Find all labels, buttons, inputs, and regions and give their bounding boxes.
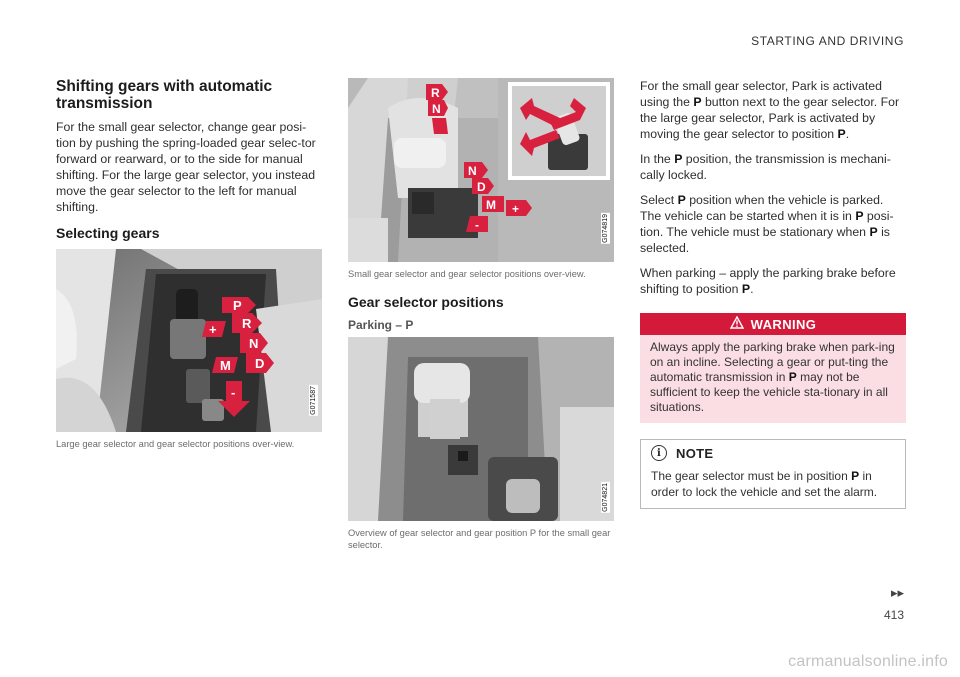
- warning-box: [640, 313, 906, 423]
- page-number: 413: [883, 608, 904, 622]
- column-middle: [348, 78, 614, 565]
- warning-body: Always apply the parking brake when park-ing on an incline. Selecting a gear or put-ting the automatic transmission in P may not be sufficient to keep the vehicle sta-tionary in all situations.: [650, 340, 895, 414]
- warning-title: WARNING: [750, 316, 817, 332]
- note-box: [640, 439, 906, 509]
- figure-code: G074821: [602, 483, 609, 512]
- parking-figure: [348, 337, 614, 521]
- svg-text:D: D: [255, 356, 265, 371]
- svg-text:+: +: [512, 202, 520, 216]
- svg-text:M: M: [486, 198, 496, 212]
- svg-text:N: N: [468, 164, 477, 178]
- small-gear-selector-figure: [348, 78, 614, 262]
- heading-gear-selector-positions: Gear selector positions: [348, 294, 504, 310]
- paragraph-when-parking: When parking – apply the parking brake before shifting to position P.: [640, 266, 896, 296]
- svg-text:D: D: [477, 180, 486, 194]
- large-gear-selector-figure: [56, 249, 322, 432]
- note-header: [641, 440, 905, 465]
- figure-caption: Large gear selector and gear selector positions over-view.: [56, 439, 295, 449]
- watermark: carmanualsonline.info: [788, 653, 948, 670]
- svg-text:R: R: [242, 316, 252, 331]
- section-header: STARTING AND DRIVING: [751, 34, 904, 48]
- svg-text:N: N: [432, 102, 441, 116]
- subheading-selecting-gears: Selecting gears: [56, 225, 160, 241]
- small-gear-selector-illustration: [348, 78, 614, 262]
- intro-paragraph: For the small gear selector, change gear posi-tion by pushing the spring-loaded gear selec-tor forward or rearward, or to the side for manual shifting. For the large gear selector, you instead move the gear selector to the left for manual shifting.: [56, 120, 316, 214]
- svg-text:M: M: [220, 358, 231, 373]
- page-title: Shifting gears with automatic transmission: [56, 78, 273, 112]
- paragraph-park-activation: For the small gear selector, Park is activated using the P button next to the gear selector. For the large gear selector, Park is activated by moving the gear selector to position P.: [640, 79, 900, 141]
- info-circle-icon: i: [651, 445, 667, 461]
- column-left: [56, 78, 322, 464]
- figure-caption: Overview of gear selector and gear position P for the small gear selector.: [348, 528, 611, 550]
- svg-text:N: N: [249, 336, 259, 351]
- next-page-icon[interactable]: ▸▸: [890, 585, 904, 600]
- figure-code: G074819: [602, 214, 609, 243]
- svg-text:R: R: [431, 86, 440, 100]
- warning-triangle-icon: [730, 316, 744, 332]
- paragraph-mechanically-locked: In the P position, the transmission is mechani-cally locked.: [640, 152, 891, 182]
- parking-illustration: [348, 337, 614, 521]
- figure-caption: Small gear selector and gear selector positions over-view.: [348, 269, 586, 279]
- note-title: NOTE: [676, 445, 714, 461]
- svg-text:P: P: [233, 298, 242, 313]
- large-gear-selector-illustration: [56, 249, 322, 432]
- note-body: The gear selector must be in position P in order to lock the vehicle and set the alarm.: [651, 469, 878, 499]
- warning-header: [640, 313, 906, 335]
- subheading-parking: Parking – P: [348, 318, 414, 332]
- svg-text:+: +: [209, 322, 217, 337]
- svg-text:-: -: [231, 385, 236, 400]
- svg-text:-: -: [475, 218, 479, 232]
- column-right: [640, 78, 906, 509]
- figure-code: G071587: [310, 386, 317, 415]
- paragraph-select-p: Select P position when the vehicle is parked. The vehicle can be started when it is in P posi-tion. The vehicle must be stationary when P is selected.: [640, 193, 894, 255]
